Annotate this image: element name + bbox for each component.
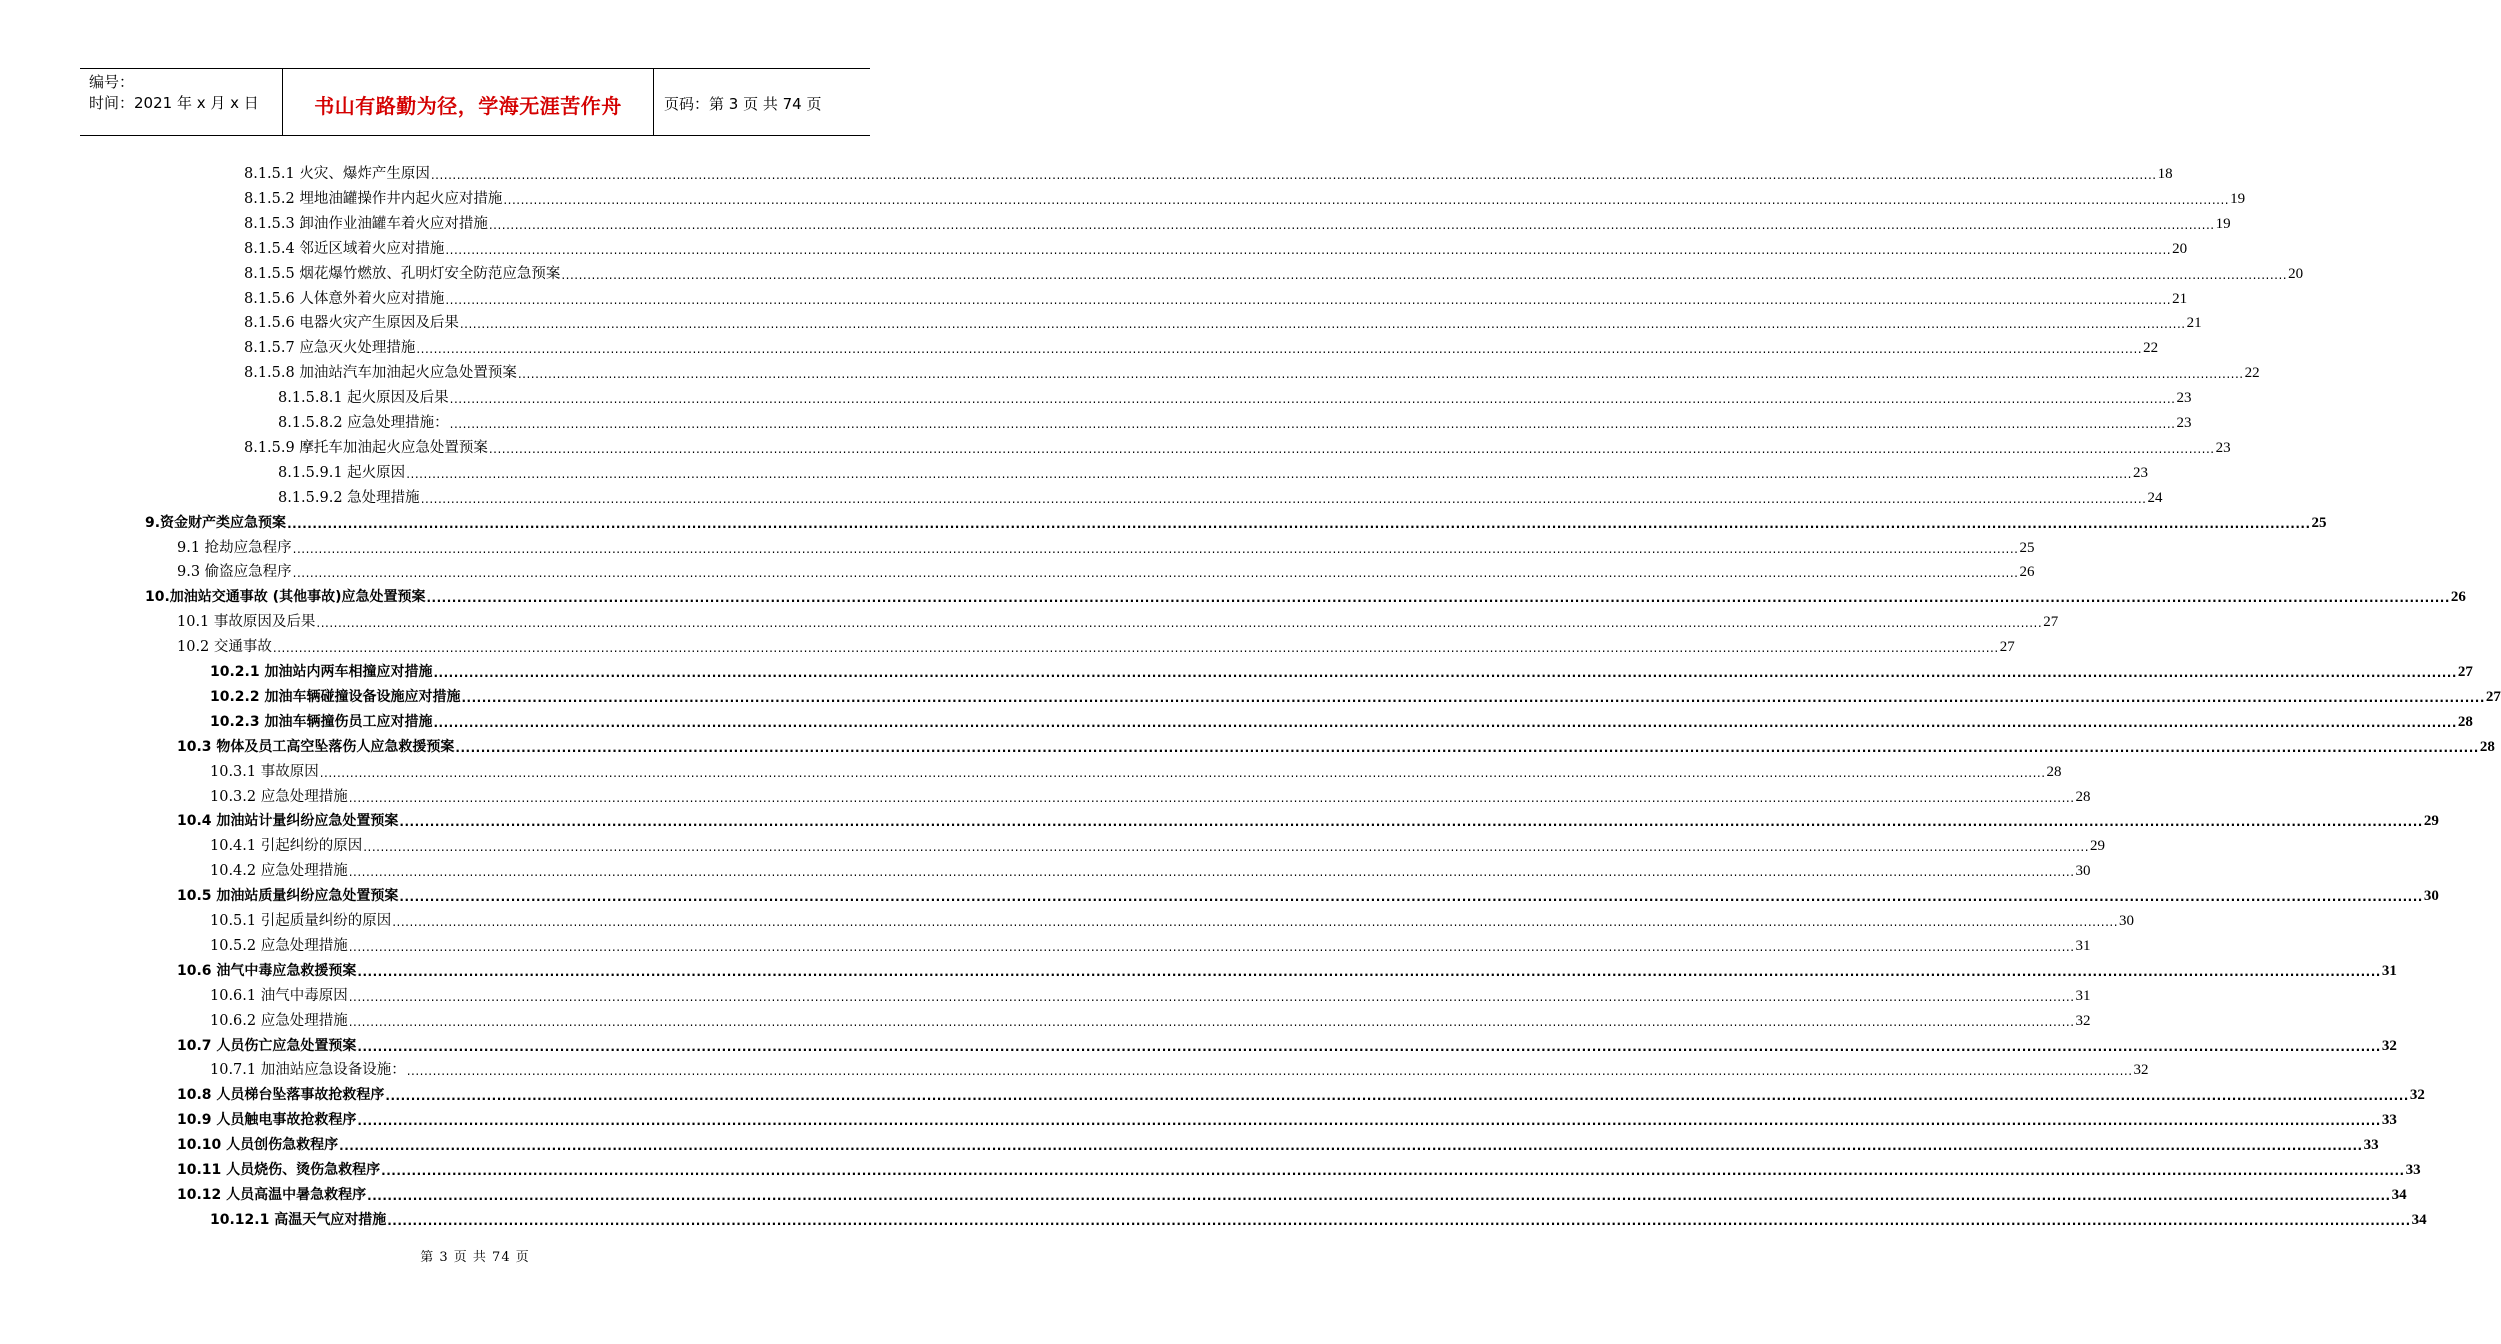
toc-leader-dots: ................................................................................................................................................................................................................................................................................................................................................................................................................ [455, 740, 2479, 755]
document-number-label: 编号： [89, 73, 135, 91]
toc-leader-dots: ................................................................................................................................................................................................................................................................................................................................................................................................................ [348, 939, 2075, 954]
toc-entry[interactable] [210, 781, 2091, 806]
toc-entry[interactable] [278, 457, 2148, 482]
toc-entry[interactable] [278, 407, 2192, 432]
toc-leader-dots: ................................................................................................................................................................................................................................................................................................................................................................................................................ [387, 1213, 2411, 1228]
toc-entry-page: 25 [2311, 514, 2327, 531]
toc-leader-dots: ................................................................................................................................................................................................................................................................................................................................................................................................................ [433, 666, 2457, 680]
toc-entry-page: 18 [2157, 166, 2173, 182]
toc-entry-title: 10.6 油气中毒应急救援预案 [177, 962, 357, 979]
toc-entry-title: 8.1.5.9 摩托车加油起火应急处置预案 [244, 439, 488, 456]
toc-entry-title: 8.1.5.8 加油站汽车加油起火应急处置预案 [244, 365, 517, 382]
toc-entry-page: 31 [2075, 987, 2091, 1004]
toc-entry-page: 26 [2019, 564, 2035, 581]
toc-entry-page: 21 [2172, 290, 2188, 307]
toc-leader-dots: ................................................................................................................................................................................................................................................................................................................................................................................................................ [445, 242, 2172, 257]
toc-entry[interactable] [210, 980, 2091, 1005]
toc-leader-dots: ................................................................................................................................................................................................................................................................................................................................................................................................................ [348, 790, 2075, 805]
toc-leader-dots: ................................................................................................................................................................................................................................................................................................................................................................................................................ [381, 1164, 2405, 1178]
toc-entry-title: 10.5 加油站质量纠纷应急处置预案 [177, 888, 399, 905]
toc-entry[interactable] [177, 1030, 2397, 1055]
toc-entry[interactable] [177, 1129, 2379, 1154]
toc-entry-title: 8.1.5.3 卸油作业油罐车着火应对措施 [244, 215, 488, 232]
toc-entry-page: 33 [2363, 1137, 2379, 1154]
toc-entry-page: 26 [2450, 589, 2466, 606]
toc-entry-title: 8.1.5.6 人体意外着火应对措施 [244, 290, 445, 307]
toc-entry-page: 19 [2215, 215, 2231, 232]
toc-leader-dots: ................................................................................................................................................................................................................................................................................................................................................................................................................ [287, 516, 2311, 531]
toc-entry-page: 23 [2176, 390, 2192, 407]
toc-entry-title: 10.1 事故原因及后果 [177, 614, 316, 631]
toc-entry[interactable] [210, 830, 2106, 855]
toc-entry[interactable] [177, 955, 2397, 980]
toc-entry-page: 20 [2288, 265, 2304, 282]
toc-entry-page: 28 [2046, 763, 2062, 780]
toc-entry-title: 10.加油站交通事故 (其他事故)应急处置预案 [145, 589, 426, 606]
toc-entry-page: 28 [2075, 788, 2091, 805]
toc-leader-dots: ................................................................................................................................................................................................................................................................................................................................................................................................................ [561, 267, 2288, 282]
toc-entry-page: 25 [2019, 539, 2035, 556]
toc-entry[interactable] [210, 656, 2473, 681]
toc-leader-dots: ................................................................................................................................................................................................................................................................................................................................................................................................................ [357, 964, 2381, 979]
toc-entry-title: 8.1.5.8.1 起火原因及后果 [278, 390, 449, 407]
toc-leader-dots: ................................................................................................................................................................................................................................................................................................................................................................................................................ [517, 367, 2244, 382]
toc-entry-page: 19 [2230, 190, 2246, 207]
toc-entry-title: 8.1.5.9.2 急处理措施 [278, 489, 420, 506]
page-header [80, 68, 870, 136]
toc-entry-page: 23 [2215, 439, 2231, 456]
toc-leader-dots: ................................................................................................................................................................................................................................................................................................................................................................................................................ [319, 765, 2046, 780]
toc-entry[interactable] [177, 556, 2035, 581]
toc-entry[interactable] [177, 606, 2059, 631]
toc-entry-page: 31 [2381, 962, 2397, 979]
toc-entry[interactable] [244, 233, 2188, 258]
toc-entry-title: 10.4.2 应急处理措施 [210, 863, 348, 880]
toc-entry[interactable] [177, 631, 2015, 656]
toc-leader-dots: ................................................................................................................................................................................................................................................................................................................................................................................................................ [399, 815, 2423, 830]
toc-entry[interactable] [244, 332, 2159, 357]
toc-leader-dots: ................................................................................................................................................................................................................................................................................................................................................................................................................ [420, 491, 2147, 506]
toc-entry-page: 32 [2133, 1062, 2149, 1079]
toc-entry[interactable] [210, 1005, 2091, 1030]
toc-entry-title: 10.2 交通事故 [177, 639, 272, 656]
toc-leader-dots: ................................................................................................................................................................................................................................................................................................................................................................................................................ [459, 317, 2186, 332]
toc-entry[interactable] [210, 930, 2091, 955]
toc-leader-dots: ................................................................................................................................................................................................................................................................................................................................................................................................................ [426, 591, 2450, 606]
toc-entry[interactable] [244, 357, 2260, 382]
toc-leader-dots: ................................................................................................................................................................................................................................................................................................................................................................................................................ [272, 641, 1999, 656]
toc-entry-title: 10.2.3 加油车辆撞伤员工应对措施 [210, 713, 433, 730]
toc-entry[interactable] [278, 482, 2163, 507]
toc-entry[interactable] [244, 432, 2231, 457]
toc-entry-title: 10.2.1 加油站内两车相撞应对措施 [210, 664, 433, 680]
toc-entry-title: 10.3.1 事故原因 [210, 763, 319, 780]
toc-entry-page: 22 [2244, 365, 2260, 382]
toc-entry-page: 23 [2132, 464, 2148, 481]
toc-leader-dots: ................................................................................................................................................................................................................................................................................................................................................................................................................ [292, 541, 2019, 556]
toc-entry-title: 10.4 加油站计量纠纷应急处置预案 [177, 813, 399, 830]
toc-entry-title: 10.9 人员触电事故抢救程序 [177, 1112, 357, 1129]
toc-leader-dots: ................................................................................................................................................................................................................................................................................................................................................................................................................ [385, 1089, 2409, 1104]
toc-entry-title: 10.3 物体及员工高空坠落伤人应急救援预案 [177, 738, 455, 755]
toc-entry-page: 27 [1999, 639, 2015, 656]
toc-entry-title: 8.1.5.5 烟花爆竹燃放、孔明灯安全防范应急预案 [244, 265, 561, 282]
toc-entry-page: 34 [2391, 1186, 2407, 1203]
toc-entry-title: 10.12.1 高温天气应对措施 [210, 1211, 387, 1228]
toc-entry-title: 9.1 抢劫应急程序 [177, 539, 292, 556]
toc-entry-page: 27 [2043, 614, 2059, 631]
header-page-cell [654, 69, 870, 135]
toc-leader-dots: ................................................................................................................................................................................................................................................................................................................................................................................................................ [367, 1188, 2391, 1203]
toc-leader-dots: ................................................................................................................................................................................................................................................................................................................................................................................................................ [406, 466, 2132, 481]
toc-leader-dots: ................................................................................................................................................................................................................................................................................................................................................................................................................ [488, 217, 2215, 232]
toc-entry[interactable] [177, 1104, 2397, 1129]
toc-entry-page: 32 [2075, 1012, 2091, 1029]
toc-entry[interactable] [210, 905, 2135, 930]
toc-entry-title: 10.7.1 加油站应急设备设施： [210, 1062, 406, 1079]
toc-entry[interactable] [177, 805, 2439, 830]
toc-entry[interactable] [177, 1079, 2425, 1104]
toc-entry-title: 10.12 人员高温中暑急救程序 [177, 1186, 367, 1203]
toc-leader-dots: ................................................................................................................................................................................................................................................................................................................................................................................................................ [348, 989, 2075, 1004]
toc-entry-page: 28 [2479, 738, 2495, 755]
toc-entry-title: 10.6.1 油气中毒原因 [210, 987, 348, 1004]
toc-leader-dots: ................................................................................................................................................................................................................................................................................................................................................................................................................ [503, 192, 2230, 207]
toc-leader-dots: ................................................................................................................................................................................................................................................................................................................................................................................................................ [339, 1139, 2363, 1154]
toc-entry[interactable] [244, 307, 2202, 332]
toc-entry-page: 23 [2176, 415, 2192, 431]
header-motto-cell [282, 69, 654, 135]
toc-entry-title: 9.资金财产类应急预案 [145, 514, 287, 531]
toc-entry-title: 8.1.5.1 火灾、爆炸产生原因 [244, 166, 430, 182]
toc-entry-page: 34 [2411, 1211, 2427, 1228]
toc-entry-page: 20 [2172, 240, 2188, 257]
toc-leader-dots: ................................................................................................................................................................................................................................................................................................................................................................................................................ [433, 715, 2457, 730]
toc-entry[interactable] [278, 382, 2192, 407]
toc-entry[interactable] [145, 507, 2327, 532]
toc-entry-page: 32 [2409, 1087, 2425, 1104]
toc-entry[interactable] [177, 532, 2035, 557]
toc-entry-page: 31 [2075, 937, 2091, 954]
toc-entry[interactable] [177, 880, 2439, 905]
page-footer: 第 3 页 共 74 页 [420, 1250, 530, 1265]
toc-entry-title: 10.4.1 引起纠纷的原因 [210, 838, 363, 855]
toc-entry-page: 29 [2423, 813, 2439, 830]
toc-entry-title: 8.1.5.4 邻近区域着火应对措施 [244, 240, 445, 257]
toc-entry-title: 9.3 偷盗应急程序 [177, 564, 292, 581]
toc-leader-dots: ................................................................................................................................................................................................................................................................................................................................................................................................................ [449, 392, 2176, 407]
toc-entry-page: 27 [2485, 688, 2501, 705]
toc-entry[interactable] [244, 208, 2231, 233]
toc-entry[interactable] [210, 681, 2501, 706]
toc-entry[interactable] [177, 1179, 2407, 1204]
toc-leader-dots: ................................................................................................................................................................................................................................................................................................................................................................................................................ [449, 417, 2176, 431]
toc-entry-title: 8.1.5.6 电器火灾产生原因及后果 [244, 315, 459, 332]
toc-entry-page: 28 [2457, 713, 2473, 730]
toc-leader-dots: ................................................................................................................................................................................................................................................................................................................................................................................................................ [357, 1114, 2381, 1129]
toc-entry-title: 10.6.2 应急处理措施 [210, 1012, 348, 1029]
toc-leader-dots: ................................................................................................................................................................................................................................................................................................................................................................................................................ [363, 840, 2090, 855]
toc-entry[interactable] [177, 731, 2495, 756]
toc-entry-title: 10.5.2 应急处理措施 [210, 937, 348, 954]
toc-leader-dots: ................................................................................................................................................................................................................................................................................................................................................................................................................ [416, 342, 2143, 357]
toc-entry-title: 10.7 人员伤亡应急处置预案 [177, 1037, 357, 1054]
toc-leader-dots: ................................................................................................................................................................................................................................................................................................................................................................................................................ [292, 566, 2019, 581]
toc-leader-dots: ................................................................................................................................................................................................................................................................................................................................................................................................................ [348, 865, 2075, 880]
toc-entry-title: 10.8 人员梯台坠落事故抢救程序 [177, 1087, 385, 1104]
toc-entry[interactable] [210, 1204, 2427, 1229]
toc-entry-page: 33 [2405, 1162, 2421, 1178]
toc-entry-title: 10.5.1 引起质量纠纷的原因 [210, 913, 392, 929]
toc-entry[interactable] [210, 1054, 2149, 1079]
toc-entry-page: 30 [2119, 913, 2135, 929]
toc-entry-title: 8.1.5.8.2 应急处理措施： [278, 415, 449, 431]
toc-entry-title: 10.10 人员创伤急救程序 [177, 1137, 339, 1154]
toc-leader-dots: ................................................................................................................................................................................................................................................................................................................................................................................................................ [445, 292, 2172, 307]
header-page-label: 页码：第 3 页 共 74 页 [664, 95, 822, 113]
toc-entry[interactable] [244, 258, 2304, 283]
toc-leader-dots: ................................................................................................................................................................................................................................................................................................................................................................................................................ [392, 915, 2119, 929]
toc-leader-dots: ................................................................................................................................................................................................................................................................................................................................................................................................................ [488, 441, 2215, 456]
toc-entry-page: 27 [2457, 664, 2473, 680]
toc-leader-dots: ................................................................................................................................................................................................................................................................................................................................................................................................................ [461, 690, 2485, 705]
toc-entry[interactable] [244, 283, 2188, 308]
toc-entry-page: 33 [2381, 1112, 2397, 1129]
toc-entry-page: 22 [2143, 340, 2159, 357]
toc-entry[interactable] [145, 581, 2466, 606]
toc-entry-page: 32 [2381, 1037, 2397, 1054]
toc-leader-dots: ................................................................................................................................................................................................................................................................................................................................................................................................................ [316, 616, 2043, 631]
toc-leader-dots: ................................................................................................................................................................................................................................................................................................................................................................................................................ [406, 1064, 2133, 1079]
toc-entry[interactable] [210, 855, 2091, 880]
toc-entry[interactable] [244, 183, 2246, 208]
toc-entry-title: 8.1.5.2 埋地油罐操作井内起火应对措施 [244, 190, 503, 207]
header-left-cell [80, 69, 282, 135]
toc-entry-page: 29 [2090, 838, 2106, 855]
toc-leader-dots: ................................................................................................................................................................................................................................................................................................................................................................................................................ [399, 890, 2423, 905]
toc-leader-dots: ................................................................................................................................................................................................................................................................................................................................................................................................................ [430, 168, 2157, 182]
toc-entry[interactable] [177, 1154, 2421, 1179]
toc-leader-dots: ................................................................................................................................................................................................................................................................................................................................................................................................................ [348, 1014, 2075, 1029]
toc-leader-dots: ................................................................................................................................................................................................................................................................................................................................................................................................................ [357, 1039, 2381, 1054]
toc-entry-page: 30 [2423, 888, 2439, 905]
toc-entry-title: 10.11 人员烧伤、烫伤急救程序 [177, 1162, 381, 1178]
toc-entry-title: 10.3.2 应急处理措施 [210, 788, 348, 805]
toc-entry-title: 8.1.5.7 应急灭火处理措施 [244, 340, 416, 357]
toc-entry[interactable] [210, 756, 2062, 781]
toc-entry-title: 10.2.2 加油车辆碰撞设备设施应对措施 [210, 688, 461, 705]
toc-entry-page: 21 [2186, 315, 2202, 332]
toc-entry-title: 8.1.5.9.1 起火原因 [278, 464, 406, 481]
header-motto: 书山有路勤为径，学海无涯苦作舟 [314, 93, 622, 118]
toc-entry[interactable] [210, 706, 2473, 731]
toc-entry[interactable] [244, 158, 2173, 183]
toc-entry-page: 24 [2147, 489, 2163, 506]
document-time-label: 时间：2021 年 x 月 x 日 [89, 94, 259, 112]
toc-entry-page: 30 [2075, 863, 2091, 880]
